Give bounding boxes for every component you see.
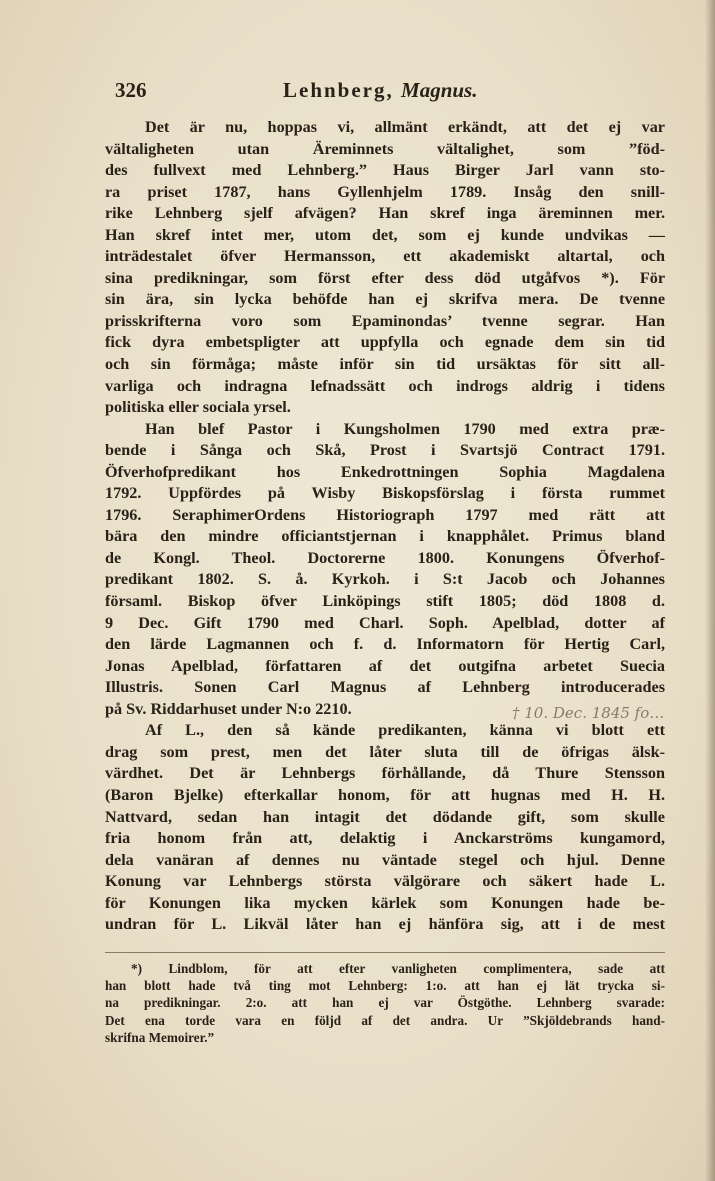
text-line: 1792. Uppfördes på Wisby Biskopsförslag i första rummet: [105, 484, 665, 503]
text-line: Nattvard, sedan han intagit det dödande gift, som skulle: [105, 807, 665, 826]
text-line: 1796. SeraphimerOrdens Historiograph 1797 med rätt att: [105, 505, 665, 524]
text-line: ra priset 1787, hans Gyllenhjelm 1789. Insåg den snill-: [105, 182, 665, 201]
main-text: [105, 117, 665, 936]
page-number: 326: [115, 78, 147, 102]
text-line: sin ära, sin lycka behöfde han ej skrifva mera. De tvenne: [105, 290, 665, 309]
text-line: des fullvext med Lehnberg.” Haus Birger Jarl vann sto-: [105, 161, 665, 180]
text-line: Af L., den så kände predikanten, känna vi blott ett: [145, 721, 665, 740]
text-line: drag som prest, men det låter sluta till de öfrigas älsk-: [105, 742, 665, 761]
text-line: politiska eller sociala yrsel.: [105, 398, 291, 417]
footnote-line: han blott hade två ting mot Lehnberg: 1:o. att han ej lät trycka si-: [105, 978, 665, 994]
footnote-divider: [105, 952, 665, 953]
text-line: fick dyra embetspligter att uppfylla och egnade dem sin tid: [105, 333, 665, 352]
text-line: Han skref intet mer, utom det, som ej kunde undvikas —: [105, 225, 665, 244]
footnote-line: na predikningar. 2:o. att han ej var Östgöthe. Lehnberg svarade:: [105, 995, 665, 1011]
text-line: predikant 1802. S. å. Kyrkoh. i S:t Jacob och Johannes: [105, 570, 665, 589]
text-line: Han blef Pastor i Kungsholmen 1790 med extra præ-: [145, 419, 665, 438]
text-line: dela vanäran af dennes nu väntade stegel och hjul. Denne: [105, 850, 665, 869]
text-line: Det är nu, hoppas vi, allmänt erkändt, att det ej var: [145, 118, 665, 136]
running-title-italic: Magnus.: [401, 78, 478, 102]
text-line: och sin förmåga; måste inför sin tid ursäktas för sitt all-: [105, 355, 665, 374]
text-line: fria honom från att, delaktig i Anckarströms kungamord,: [105, 829, 665, 848]
text-line: prisskrifterna voro som Epaminondas’ tvenne segrar. Han: [105, 311, 665, 330]
footnote-line: *) Lindblom, för att efter vanligheten complimentera, sade att: [131, 961, 665, 976]
text-line: för Konungen lika mycken kärlek som Konungen hade be-: [105, 893, 665, 912]
text-line: undran för L. Likväl låter han ej hänföra sig, att i de mest: [105, 915, 665, 934]
text-line: inträdestalet öfver Hermansson, ett akademiskt altartal, och: [105, 247, 665, 266]
text-line: bende i Sånga och Skå, Prost i Svartsjö Contract 1791.: [105, 441, 665, 460]
footnote: [105, 960, 665, 1046]
text-line: varliga och indragna lefnadssätt och indrogs aldrig i tidens: [105, 376, 665, 395]
text-line: de Kongl. Theol. Doctorerne 1800. Konungens Öfverhof-: [105, 548, 665, 567]
footnote-line: skrifna Memoirer.”: [105, 1029, 215, 1045]
running-title: [283, 78, 477, 103]
running-title-name: Lehnberg,: [283, 78, 394, 102]
text-line: på Sv. Riddarhuset under N:o 2210.: [105, 699, 352, 718]
text-line: Illustris. Sonen Carl Magnus af Lehnberg introducerades: [105, 678, 665, 697]
text-line: värdhet. Det är Lehnbergs förhållande, då Thure Stensson: [105, 764, 665, 783]
footnote-line: Det ena torde vara en följd af det andra. Ur ”Skjöldebrands hand-: [105, 1012, 665, 1028]
text-line: bära den mindre officiantstjernan i knapphålet. Primus bland: [105, 527, 665, 546]
text-line: församl. Biskop öfver Linköpings stift 1805; död 1808 d.: [105, 592, 665, 611]
page-header: [105, 78, 665, 108]
handwritten-annotation: † 10. Dec. 1845 fo…: [512, 704, 665, 722]
text-line: Konung var Lehnbergs största välgörare och säkert hade L.: [105, 872, 665, 891]
text-line: Öfverhofpredikant hos Enkedrottningen Sophia Magdalena: [105, 462, 665, 481]
text-line: (Baron Bjelke) efterkallar honom, för att hugnas med H. H.: [105, 785, 665, 804]
text-line: den lärde Lagmannen och f. d. Informatorn för Hertig Carl,: [105, 635, 665, 654]
text-line: rike Lehnberg sjelf afvägen? Han skref inga äreminnen mer.: [105, 204, 665, 223]
text-line: vältaligheten utan Äreminnets vältalighet, som ”föd-: [105, 139, 665, 158]
text-line: sina predikningar, som först efter dess död utgåfvos *). För: [105, 268, 665, 287]
text-line: Jonas Apelblad, författaren af det outgifna arbetet Suecia: [105, 656, 665, 675]
page-edge-shadow: [705, 0, 715, 1181]
text-line: 9 Dec. Gift 1790 med Charl. Soph. Apelblad, dotter af: [105, 613, 665, 632]
